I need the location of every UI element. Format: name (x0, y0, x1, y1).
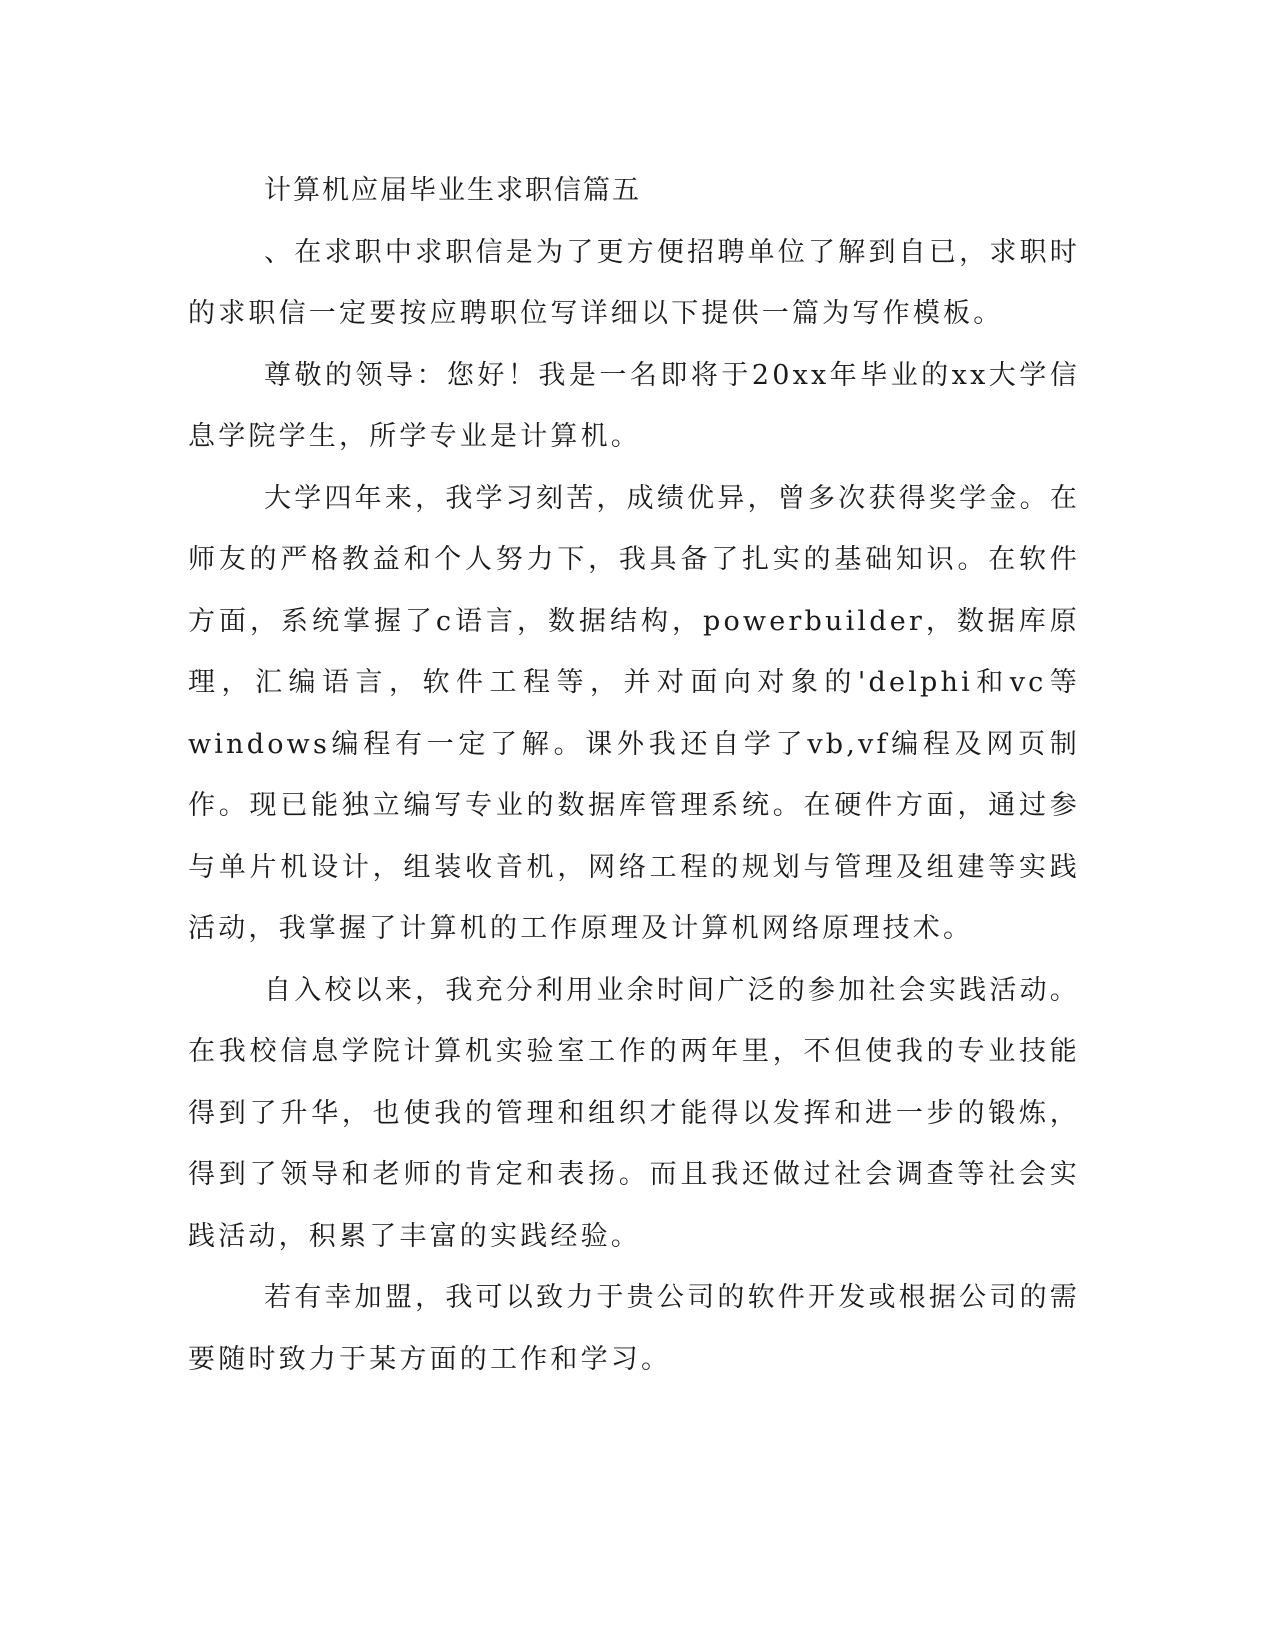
paragraph-closing: 若有幸加盟，我可以致力于贵公司的软件开发或根据公司的需要随时致力于某方面的工作和学习。 (188, 1282, 1080, 1375)
paragraph-experience: 自入校以来，我充分利用业余时间广泛的参加社会实践活动。在我校信息学院计算机实验室工作的两年里，不但使我的专业技能得到了升华，也使我的管理和组织才能得以发挥和进一步的锻炼，得到了领导和老师的肯定和表扬。而且我还做过社会调查等社会实践活动，积累了丰富的实践经验。 (188, 974, 1080, 1252)
paragraph-skills: 大学四年来，我学习刻苦，成绩优异，曾多次获得奖学金。在师友的严格教益和个人努力下，我具备了扎实的基础知识。在软件方面，系统掌握了c语言，数据结构，powerbuilder，数据库原理，汇编语言，软件工程等，并对面向对象的'delphi和vc等windows编程有一定了解。课外我还自学了vb,vf编程及网页制作。现已能独立编写专业的数据库管理系统。在硬件方面，通过参与单片机设计，组装收音机，网络工程的规划与管理及组建等实践活动，我掌握了计算机的工作原理及计算机网络原理技术。 (188, 482, 1080, 944)
paragraph-greeting: 尊敬的领导：您好！我是一名即将于20xx年毕业的xx大学信息学院学生，所学专业是计算机。 (188, 359, 1080, 452)
document-body (188, 160, 1080, 1390)
document-title: 计算机应届毕业生求职信篇五 (264, 175, 641, 206)
paragraph-intro: 、在求职中求职信是为了更方便招聘单位了解到自已，求职时的求职信一定要按应聘职位写详细以下提供一篇为写作模板。 (188, 236, 1080, 329)
